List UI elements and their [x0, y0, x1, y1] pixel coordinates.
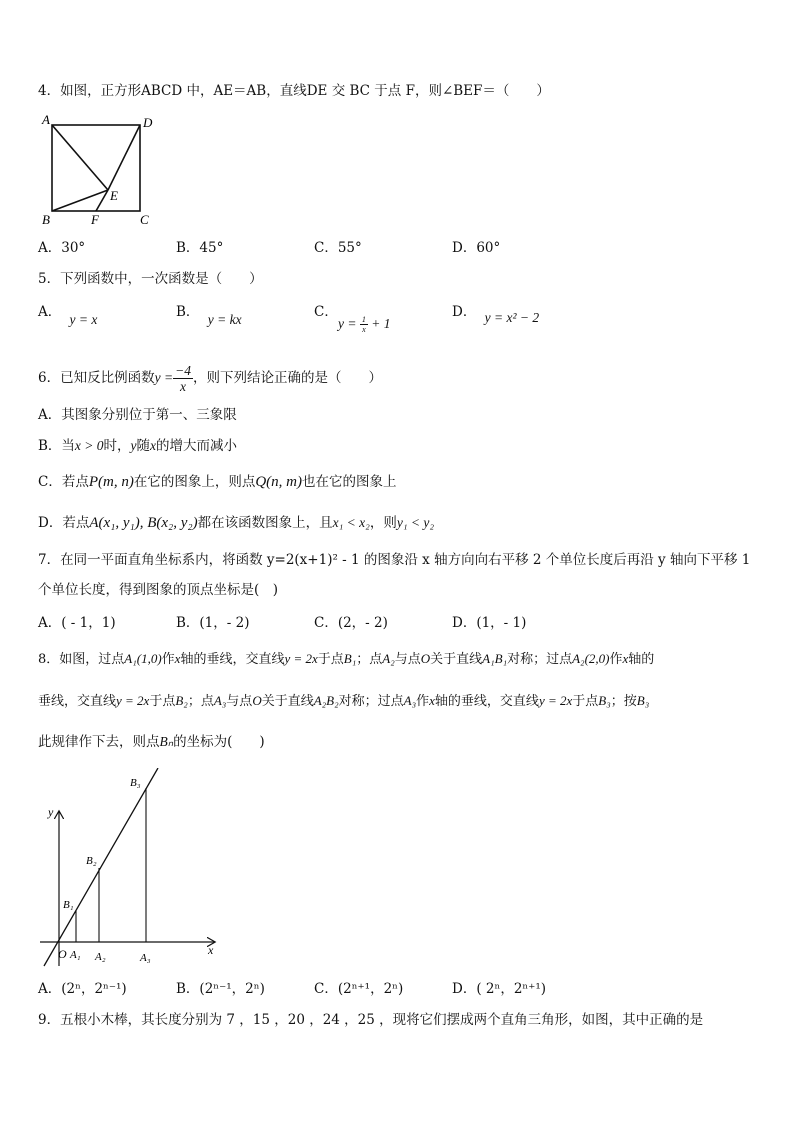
q5-c-pre: y =	[338, 316, 360, 331]
q5-a-expr: y = x	[69, 312, 98, 327]
q6-c-Q: Q(n, m)	[255, 474, 302, 490]
q8-l2j: ；按	[610, 694, 637, 709]
q6-c-P: P(m, n)	[88, 474, 134, 490]
q8-line3	[38, 733, 265, 751]
label-B3: B₃	[130, 777, 141, 789]
q8-l2a: 垂线，交直线	[38, 694, 117, 709]
q8-l1-x: x	[174, 651, 181, 666]
q8-l1b: 作	[161, 652, 175, 667]
q6-d-cond1: x₁ < x₂	[332, 515, 370, 530]
q5-stem: 5．下列函数中，一次函数是（ ）	[38, 271, 263, 287]
q8-l1g: 关于直线	[430, 652, 483, 667]
q8-l1-O: O	[420, 651, 431, 666]
q8-l1-A2: A₂	[382, 651, 395, 666]
q8-l1-B1: B₁	[343, 651, 357, 666]
q4-option-b[interactable]: B．45°	[176, 240, 224, 256]
q6-b-x: x	[150, 438, 157, 453]
q8-l1a: 8．如图，过点	[38, 652, 125, 667]
label-O: O	[58, 947, 67, 961]
label-A2: A₂	[95, 951, 106, 963]
q8-l3a: 此规律作下去，则点	[38, 734, 160, 750]
q6-stem-post: ，则下列结论正确的是（ ）	[192, 370, 382, 386]
axis-label-y: y	[48, 805, 54, 819]
q8-d-text: ( 2ⁿ，2ⁿ⁺¹)	[476, 981, 547, 997]
q8-l1i: 作	[609, 652, 623, 667]
q5-c-post: + 1	[367, 316, 391, 331]
q8-l1-A2pt: A₂(2,0)	[572, 651, 610, 666]
q8-c-text: (2ⁿ⁺¹，2ⁿ)	[337, 981, 404, 997]
q4-option-d[interactable]: D．60°	[452, 240, 501, 256]
q8-l1f: 与点	[394, 652, 421, 667]
q5-d-expr: y = x² − 2	[484, 310, 540, 325]
q6-func-y: y =	[154, 370, 174, 385]
q5-option-a[interactable]	[38, 303, 98, 327]
q8-l2d: 与点	[226, 694, 253, 709]
q8-l1c: 轴的垂线，交直线	[180, 652, 285, 667]
q6-c-post: 也在它的图象上	[302, 474, 397, 490]
q6-b-mid: 时，	[103, 438, 131, 454]
q6-d-pre: D．若点	[38, 515, 90, 531]
q6-option-c[interactable]	[38, 473, 397, 491]
q8-l2g: 作	[416, 694, 430, 709]
q8-l2-eq2: y = 2x	[538, 693, 573, 708]
q6-d-mid: 都在该函数图象上，且	[197, 515, 333, 531]
q8-line2	[38, 692, 649, 711]
q8-l2-B3: B₃	[598, 693, 611, 708]
q8-l1-eq: y = 2x	[284, 651, 318, 666]
q8-l1h: 对称；过点	[507, 652, 573, 667]
q6-d-cond2: y₁ < y₂	[396, 515, 435, 530]
q4-square-figure	[36, 112, 156, 230]
q6-option-a[interactable]: A．其图象分别位于第一、三象限	[38, 407, 237, 423]
q5-c-num: 1	[361, 315, 366, 325]
q8-option-a[interactable]	[38, 980, 127, 998]
q5-c-label: C．	[314, 304, 338, 320]
q6-c-mid: 在它的图象上，则点	[133, 474, 256, 490]
q6-b-cond: x > 0	[74, 438, 104, 453]
q5-option-b[interactable]	[176, 303, 242, 327]
label-B2: B₂	[86, 855, 97, 867]
q8-l2-x: x	[429, 693, 435, 708]
q8-l2-A2B2: A₂B₂	[313, 693, 339, 708]
q8-l2-B3b: B₃	[636, 693, 650, 708]
q6-stem-pre: 6．已知反比例函数	[38, 370, 155, 386]
axis-label-x: x	[208, 943, 214, 957]
q6-frac-num: −4	[175, 363, 191, 378]
q6-b-y: y	[130, 438, 137, 453]
q6-frac-den: x	[180, 379, 187, 394]
label-A3: A₃	[140, 952, 151, 964]
q7-option-c[interactable]: C．(2，- 2)	[314, 615, 388, 631]
q8-l1-x2: x	[622, 651, 629, 666]
q8-l2-A3: A₃	[213, 693, 227, 708]
q8-l1d: 于点	[317, 652, 344, 667]
q7-option-d[interactable]: D．(1，- 1)	[452, 615, 527, 631]
q6-b-post: 的增大而减小	[156, 438, 238, 454]
q8-a-text: (2ⁿ，2ⁿ⁻¹)	[61, 981, 127, 997]
q8-l3-Bn: Bₙ	[159, 734, 174, 749]
q8-graph-figure	[36, 768, 226, 968]
q8-l2-A3b: A₃	[403, 693, 417, 708]
q8-l2i: 于点	[572, 694, 599, 709]
q8-option-d[interactable]	[452, 980, 546, 998]
q8-l1-A1B1: A₁B₁	[482, 651, 508, 666]
q8-b-text: (2ⁿ⁻¹，2ⁿ)	[199, 981, 265, 997]
q8-l2-eq: y = 2x	[116, 693, 150, 708]
q8-l2f: 对称；过点	[338, 694, 404, 709]
q6-stem	[38, 360, 382, 396]
q8-option-b[interactable]	[176, 980, 265, 998]
q8-l2-O: O	[252, 693, 262, 708]
q8-l2h: 轴的垂线，交直线	[434, 694, 539, 709]
q8-l1j: 轴的	[628, 652, 655, 667]
q7-line1: 7．在同一平面直角坐标系内，将函数 y=2(x+1)² - 1 的图象沿 x 轴方向向右平移 2 个单位长度后再沿 y 轴向下平移 1	[38, 552, 751, 568]
q5-b-label: B．	[176, 304, 200, 320]
q8-a-label: A．	[38, 981, 62, 997]
q8-d-label: D．	[452, 981, 477, 997]
label-A1: A₁	[70, 949, 81, 961]
q8-l1-A1: A₁(1,0)	[124, 651, 162, 666]
label-F: F	[91, 212, 99, 227]
q9-stem: 9．五根小木棒，其长度分别为 7 ，15 ，20 ，24 ，25 ，现将它们摆成两个直角三角形，如图，其中正确的是	[38, 1012, 704, 1028]
q4-option-c[interactable]: C．55°	[314, 240, 362, 256]
q5-d-label: D．	[452, 304, 477, 320]
q7-option-a[interactable]: A．( - 1，1)	[38, 615, 116, 631]
q7-line2: 个单位长度，得到图象的顶点坐标是( )	[38, 582, 279, 598]
q8-l3b: 的坐标为( )	[173, 734, 265, 750]
q8-c-label: C．	[314, 981, 338, 997]
label-B1: B₁	[63, 899, 74, 911]
label-E: E	[110, 188, 118, 203]
label-A: A	[42, 112, 50, 127]
q8-l2c: ；点	[187, 694, 214, 709]
q6-b-mid2: 随	[136, 438, 151, 454]
q6-c-pre: C．若点	[38, 474, 89, 490]
q8-l1e: ；点	[356, 652, 383, 667]
q6-b-pre: B．当	[38, 438, 75, 454]
q5-option-c[interactable]	[314, 303, 391, 335]
q5-b-expr: y = kx	[207, 312, 242, 327]
q8-l2-B2: B₂	[175, 693, 188, 708]
q8-b-label: B．	[176, 981, 200, 997]
q4-stem: 4．如图，正方形ABCD 中，AE＝AB，直线DE 交 BC 于点 F，则∠BEF＝（ ）	[38, 83, 550, 99]
q6-d-mid2: ，则	[369, 515, 397, 531]
q8-line1	[38, 650, 654, 669]
q8-l2e: 关于直线	[261, 694, 314, 709]
q8-l2b: 于点	[149, 694, 176, 709]
label-D: D	[143, 115, 153, 130]
q5-c-den: x	[362, 325, 366, 335]
q5-a-label: A．	[38, 304, 62, 320]
q5-option-d[interactable]	[452, 303, 540, 325]
q6-option-d[interactable]	[38, 514, 434, 532]
q7-option-b[interactable]: B．(1，- 2)	[176, 615, 250, 631]
q6-option-b[interactable]	[38, 437, 237, 455]
q8-option-c[interactable]	[314, 980, 403, 998]
label-B: B	[42, 212, 50, 227]
q6-d-points: A(x₁, y₁), B(x₂, y₂)	[89, 515, 198, 531]
q4-option-a[interactable]: A．30°	[38, 240, 86, 256]
label-C: C	[140, 212, 149, 227]
